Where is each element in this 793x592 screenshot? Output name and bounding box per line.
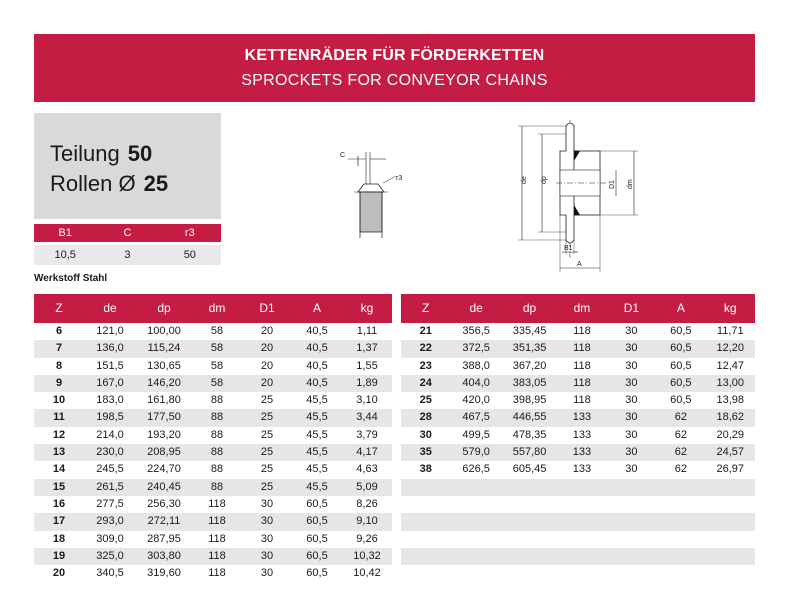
cell-a: 60,5 bbox=[306, 497, 328, 510]
cell-d1: 30 bbox=[260, 549, 274, 562]
cell-d1: 25 bbox=[260, 480, 274, 493]
cell-z: 35 bbox=[419, 446, 432, 459]
cell-a bbox=[656, 548, 705, 565]
table-row bbox=[401, 565, 755, 582]
cell-dm: 88 bbox=[210, 463, 224, 476]
cell-dm: 118 bbox=[208, 515, 226, 528]
cell-dm: 88 bbox=[210, 446, 224, 459]
table-row bbox=[401, 409, 755, 426]
table-header bbox=[34, 294, 392, 323]
cell-dm: 88 bbox=[210, 411, 224, 424]
cell-a: 60,5 bbox=[306, 532, 328, 545]
cell-d1: 30 bbox=[625, 463, 638, 476]
label-dp: dp bbox=[541, 176, 548, 184]
cell-z bbox=[401, 548, 450, 565]
header-dm: dm bbox=[573, 301, 591, 315]
cell-de bbox=[450, 479, 501, 496]
label-dm: dm bbox=[627, 179, 634, 189]
cell-kg: 5,09 bbox=[356, 480, 378, 493]
roller-line bbox=[50, 171, 168, 197]
label-d1: D1 bbox=[609, 180, 616, 189]
mini-header-c: C bbox=[123, 227, 132, 239]
header-d1: D1 bbox=[623, 301, 640, 315]
dimension-mini-table bbox=[34, 224, 221, 265]
sprocket-section-drawing bbox=[516, 118, 646, 276]
cell-z: 10 bbox=[52, 394, 66, 407]
cell-dp bbox=[502, 479, 557, 496]
roller-label: Rollen Ø bbox=[50, 171, 136, 196]
cell-dm: 118 bbox=[573, 376, 591, 389]
header-d1: D1 bbox=[259, 301, 275, 315]
cell-de: 626,5 bbox=[462, 463, 490, 476]
cell-de: 183,0 bbox=[96, 394, 124, 407]
table-row bbox=[34, 409, 392, 426]
cell-dp: 193,20 bbox=[147, 428, 181, 441]
cell-z: 18 bbox=[52, 532, 66, 545]
cell-de: 420,0 bbox=[462, 394, 490, 407]
cell-z bbox=[401, 531, 450, 548]
header-dm: dm bbox=[208, 301, 226, 315]
table-row bbox=[401, 358, 755, 375]
cell-z bbox=[401, 479, 450, 496]
cell-a bbox=[656, 565, 705, 582]
header-kg: kg bbox=[360, 301, 374, 315]
cell-kg: 12,20 bbox=[716, 342, 745, 355]
table-row bbox=[401, 340, 755, 357]
cell-a: 45,5 bbox=[306, 446, 328, 459]
table-row bbox=[34, 444, 392, 461]
table-row bbox=[34, 479, 392, 496]
cell-de bbox=[450, 548, 501, 565]
mini-header-b1: B1 bbox=[58, 227, 72, 239]
cell-de: 499,5 bbox=[462, 428, 490, 441]
cell-dm: 133 bbox=[572, 446, 592, 459]
cell-d1: 30 bbox=[625, 325, 638, 337]
cell-kg bbox=[706, 479, 755, 496]
cell-dp: 319,60 bbox=[147, 567, 181, 580]
cell-kg: 1,55 bbox=[356, 359, 378, 372]
cell-dp: 130,65 bbox=[147, 359, 181, 372]
cell-dp: 605,45 bbox=[512, 463, 547, 476]
table-row bbox=[34, 565, 392, 582]
cell-kg: 10,32 bbox=[353, 549, 381, 562]
cell-dp: 177,50 bbox=[147, 411, 181, 424]
cell-d1: 25 bbox=[260, 463, 274, 476]
cell-z: 16 bbox=[52, 497, 66, 510]
cell-z: 23 bbox=[419, 359, 432, 372]
cell-d1: 30 bbox=[625, 394, 638, 407]
cell-de: 136,0 bbox=[96, 342, 124, 355]
table-header bbox=[401, 294, 755, 323]
cell-z: 24 bbox=[419, 376, 432, 389]
cell-a bbox=[656, 531, 705, 548]
material-note: Werkstoff Stahl bbox=[34, 273, 108, 284]
cell-a: 60,5 bbox=[670, 376, 692, 389]
cell-kg: 24,57 bbox=[716, 446, 745, 459]
header-z: Z bbox=[422, 301, 430, 315]
table-row bbox=[401, 479, 755, 496]
cell-de: 151,5 bbox=[96, 359, 124, 372]
cell-a: 60,5 bbox=[670, 359, 692, 372]
cell-a: 45,5 bbox=[306, 394, 328, 407]
cell-d1: 25 bbox=[260, 446, 274, 459]
mini-value-r3: 50 bbox=[183, 249, 196, 261]
cell-dm: 118 bbox=[208, 497, 226, 510]
table-row bbox=[34, 513, 392, 530]
cell-dp: 161,80 bbox=[147, 394, 181, 407]
table-row bbox=[401, 444, 755, 461]
cell-dp bbox=[502, 548, 557, 565]
cell-dm: 118 bbox=[573, 359, 591, 372]
label-de: de bbox=[521, 176, 528, 184]
cell-z: 30 bbox=[419, 428, 432, 441]
cell-kg bbox=[706, 496, 755, 513]
cell-d1: 25 bbox=[260, 411, 274, 424]
cell-dp: 367,20 bbox=[512, 359, 547, 372]
cell-dm: 58 bbox=[210, 376, 224, 389]
cell-dm: 133 bbox=[572, 463, 592, 476]
cell-a: 60,5 bbox=[306, 515, 328, 528]
cell-kg: 4,17 bbox=[356, 446, 378, 459]
cell-dm bbox=[557, 531, 606, 548]
cell-dp: 383,05 bbox=[512, 376, 547, 389]
table-row bbox=[34, 531, 392, 548]
cell-kg: 9,26 bbox=[356, 532, 378, 545]
cell-kg: 10,42 bbox=[353, 567, 381, 580]
cell-kg: 1,37 bbox=[356, 342, 378, 355]
cell-a bbox=[656, 496, 705, 513]
cell-dp bbox=[502, 513, 557, 530]
table-row bbox=[401, 392, 755, 409]
cell-d1 bbox=[607, 548, 656, 565]
mini-value-b1: 10,5 bbox=[54, 249, 76, 261]
cell-kg: 13,00 bbox=[716, 376, 745, 389]
table-row bbox=[34, 548, 392, 565]
cell-kg: 18,62 bbox=[716, 411, 745, 424]
cell-d1 bbox=[607, 565, 656, 582]
cell-d1: 25 bbox=[260, 394, 274, 407]
cell-dm: 133 bbox=[572, 428, 592, 441]
cell-d1 bbox=[607, 513, 656, 530]
cell-dm: 118 bbox=[208, 567, 226, 580]
title-english: SPROCKETS FOR CONVEYOR CHAINS bbox=[241, 72, 548, 89]
mini-value-c: 3 bbox=[124, 249, 131, 261]
cell-dp: 287,95 bbox=[147, 532, 181, 545]
cell-z: 28 bbox=[419, 411, 432, 424]
header-dp: dp bbox=[157, 301, 171, 315]
label-b1: B1 bbox=[564, 245, 573, 252]
label-r3: r3 bbox=[396, 175, 403, 182]
sprocket-table-left bbox=[34, 294, 392, 582]
table-row bbox=[34, 358, 392, 375]
cell-kg: 8,26 bbox=[356, 497, 378, 510]
cell-z: 6 bbox=[55, 325, 63, 337]
cell-dm bbox=[557, 548, 606, 565]
table-row bbox=[34, 340, 392, 357]
cell-d1: 20 bbox=[260, 359, 274, 372]
tooth-profile-drawing bbox=[330, 148, 420, 240]
table-row bbox=[34, 375, 392, 392]
cell-de: 121,0 bbox=[96, 325, 124, 337]
cell-a: 60,5 bbox=[306, 567, 328, 580]
header-de: de bbox=[103, 301, 117, 315]
cell-de: 404,0 bbox=[462, 376, 490, 389]
mini-table-row bbox=[34, 245, 221, 265]
label-a: A bbox=[577, 261, 582, 268]
cell-a: 40,5 bbox=[306, 359, 328, 372]
cell-a: 60,5 bbox=[670, 342, 692, 355]
cell-de: 325,0 bbox=[96, 549, 124, 562]
cell-de bbox=[450, 496, 501, 513]
mini-table-header bbox=[34, 224, 221, 242]
cell-z: 22 bbox=[419, 342, 432, 355]
cell-d1: 20 bbox=[260, 325, 274, 337]
cell-z: 20 bbox=[52, 567, 66, 580]
cell-dp: 146,20 bbox=[147, 376, 181, 389]
cell-dp: 478,35 bbox=[512, 428, 547, 441]
cell-a: 40,5 bbox=[306, 325, 328, 337]
cell-de: 230,0 bbox=[96, 446, 124, 459]
cell-dp bbox=[502, 565, 557, 582]
table-row bbox=[401, 427, 755, 444]
cell-kg: 1,11 bbox=[356, 325, 378, 337]
cell-z: 8 bbox=[55, 359, 63, 372]
pitch-value: 50 bbox=[127, 141, 153, 166]
cell-a: 45,5 bbox=[306, 411, 328, 424]
cell-kg: 3,79 bbox=[356, 428, 378, 441]
cell-dm: 118 bbox=[573, 342, 591, 355]
cell-z: 7 bbox=[55, 342, 63, 355]
cell-a: 60,5 bbox=[670, 394, 692, 407]
header-kg: kg bbox=[723, 301, 737, 315]
cell-dm: 118 bbox=[208, 549, 226, 562]
table-body-left bbox=[34, 323, 392, 582]
sprocket-table-right bbox=[401, 294, 755, 582]
cell-dp: 446,55 bbox=[512, 411, 547, 424]
cell-d1: 30 bbox=[625, 359, 638, 372]
cell-dm bbox=[557, 565, 606, 582]
cell-z bbox=[401, 565, 450, 582]
pitch-line bbox=[50, 141, 152, 167]
cell-de: 277,5 bbox=[96, 497, 124, 510]
cell-de: 167,0 bbox=[96, 376, 124, 389]
cell-dm: 88 bbox=[210, 480, 224, 493]
cell-a bbox=[656, 513, 705, 530]
cell-kg: 12,47 bbox=[716, 359, 745, 372]
cell-z bbox=[401, 496, 450, 513]
cell-de: 293,0 bbox=[96, 515, 124, 528]
cell-d1: 30 bbox=[625, 411, 638, 424]
table-row bbox=[34, 461, 392, 478]
cell-dm: 118 bbox=[573, 394, 591, 407]
cell-de: 388,0 bbox=[462, 359, 490, 372]
cell-dm: 118 bbox=[208, 532, 226, 545]
cell-de: 214,0 bbox=[96, 428, 124, 441]
cell-kg: 4,63 bbox=[356, 463, 378, 476]
table-row bbox=[34, 392, 392, 409]
table-row bbox=[34, 323, 392, 340]
cell-dp: 351,35 bbox=[512, 342, 547, 355]
table-row bbox=[401, 496, 755, 513]
cell-z: 25 bbox=[419, 394, 432, 407]
cell-z: 17 bbox=[52, 515, 66, 528]
cell-dp: 240,45 bbox=[147, 480, 181, 493]
cell-kg: 11,71 bbox=[716, 325, 744, 337]
cell-a: 45,5 bbox=[306, 480, 328, 493]
cell-kg: 3,44 bbox=[356, 411, 378, 424]
cell-kg bbox=[706, 531, 755, 548]
cell-d1: 30 bbox=[260, 515, 274, 528]
cell-de: 198,5 bbox=[96, 411, 124, 424]
cell-dp: 100,00 bbox=[147, 325, 181, 337]
table-row bbox=[401, 461, 755, 478]
cell-a: 62 bbox=[674, 411, 687, 424]
cell-dm bbox=[557, 513, 606, 530]
cell-de: 309,0 bbox=[96, 532, 124, 545]
cell-dm: 133 bbox=[572, 411, 592, 424]
cell-a: 40,5 bbox=[306, 342, 328, 355]
cell-d1: 30 bbox=[625, 446, 638, 459]
cell-dm: 58 bbox=[210, 359, 224, 372]
cell-dp: 303,80 bbox=[147, 549, 181, 562]
header-z: Z bbox=[55, 301, 63, 315]
cell-de bbox=[450, 531, 501, 548]
cell-a: 45,5 bbox=[306, 463, 328, 476]
cell-a: 60,5 bbox=[306, 549, 328, 562]
cell-dm: 88 bbox=[210, 428, 224, 441]
cell-z: 38 bbox=[419, 463, 432, 476]
cell-a: 60,5 bbox=[670, 325, 692, 337]
cell-z: 11 bbox=[53, 411, 65, 424]
cell-z: 19 bbox=[52, 549, 66, 562]
cell-dp bbox=[502, 531, 557, 548]
cell-kg: 13,98 bbox=[716, 394, 745, 407]
cell-kg: 3,10 bbox=[356, 394, 378, 407]
cell-d1: 25 bbox=[260, 428, 274, 441]
cell-a bbox=[656, 479, 705, 496]
cell-kg bbox=[706, 548, 755, 565]
cell-z: 15 bbox=[52, 480, 66, 493]
cell-dp bbox=[502, 496, 557, 513]
cell-d1: 30 bbox=[625, 376, 638, 389]
cell-dm bbox=[557, 496, 606, 513]
table-body-right bbox=[401, 323, 755, 582]
cell-de: 467,5 bbox=[462, 411, 490, 424]
header-dp: dp bbox=[522, 301, 537, 315]
table-row bbox=[34, 427, 392, 444]
cell-de: 356,5 bbox=[462, 325, 490, 337]
cell-d1: 20 bbox=[260, 342, 274, 355]
mini-header-r3: r3 bbox=[184, 227, 195, 239]
cell-kg: 20,29 bbox=[716, 428, 745, 441]
cell-z bbox=[401, 513, 450, 530]
header-a: A bbox=[312, 301, 321, 315]
cell-dm: 118 bbox=[573, 325, 591, 337]
header-a: A bbox=[676, 301, 685, 315]
cell-kg: 9,10 bbox=[356, 515, 378, 528]
roller-value: 25 bbox=[143, 171, 169, 196]
header-de: de bbox=[469, 301, 483, 315]
cell-dp: 115,24 bbox=[147, 342, 181, 355]
cell-de: 261,5 bbox=[96, 480, 124, 493]
cell-dm: 58 bbox=[210, 325, 224, 337]
cell-d1 bbox=[607, 496, 656, 513]
table-row bbox=[401, 531, 755, 548]
cell-de bbox=[450, 513, 501, 530]
cell-z: 21 bbox=[419, 325, 432, 337]
cell-z: 13 bbox=[52, 446, 66, 459]
cell-d1 bbox=[607, 531, 656, 548]
cell-a: 62 bbox=[674, 446, 687, 459]
table-row bbox=[401, 513, 755, 530]
cell-d1 bbox=[607, 479, 656, 496]
cell-dp: 208,95 bbox=[147, 446, 181, 459]
cell-d1: 30 bbox=[625, 428, 638, 441]
cell-dm: 58 bbox=[210, 342, 224, 355]
cell-de: 579,0 bbox=[462, 446, 490, 459]
cell-kg bbox=[706, 565, 755, 582]
cell-kg: 1,89 bbox=[356, 376, 378, 389]
cell-a: 62 bbox=[674, 463, 687, 476]
cell-de: 372,5 bbox=[462, 342, 490, 355]
table-row bbox=[34, 496, 392, 513]
cell-dp: 335,45 bbox=[512, 325, 547, 337]
cell-a: 40,5 bbox=[306, 376, 328, 389]
spec-box bbox=[34, 113, 221, 219]
cell-a: 62 bbox=[674, 428, 687, 441]
cell-d1: 30 bbox=[260, 532, 274, 545]
cell-dp: 272,11 bbox=[147, 515, 181, 528]
table-row bbox=[401, 548, 755, 565]
table-row bbox=[401, 323, 755, 340]
cell-dm bbox=[557, 479, 606, 496]
cell-de bbox=[450, 565, 501, 582]
title-german: KETTENRÄDER FÜR FÖRDERKETTEN bbox=[244, 47, 545, 64]
cell-dp: 256,30 bbox=[147, 497, 181, 510]
cell-dp: 224,70 bbox=[147, 463, 181, 476]
label-c: C bbox=[340, 152, 346, 159]
cell-kg: 26,97 bbox=[716, 463, 745, 476]
cell-dp: 398,95 bbox=[512, 394, 547, 407]
cell-z: 12 bbox=[52, 428, 66, 441]
cell-d1: 30 bbox=[260, 497, 274, 510]
cell-z: 14 bbox=[52, 463, 66, 476]
cell-d1: 30 bbox=[625, 342, 638, 355]
cell-dm: 88 bbox=[210, 394, 224, 407]
cell-dp: 557,80 bbox=[512, 446, 547, 459]
cell-kg bbox=[706, 513, 755, 530]
cell-a: 45,5 bbox=[306, 428, 328, 441]
cell-z: 9 bbox=[55, 376, 63, 389]
pitch-label: Teilung bbox=[50, 141, 120, 166]
cell-de: 340,5 bbox=[96, 567, 124, 580]
cell-d1: 20 bbox=[260, 376, 274, 389]
table-row bbox=[401, 375, 755, 392]
title-banner bbox=[34, 34, 755, 102]
cell-de: 245,5 bbox=[96, 463, 124, 476]
cell-d1: 30 bbox=[260, 567, 274, 580]
